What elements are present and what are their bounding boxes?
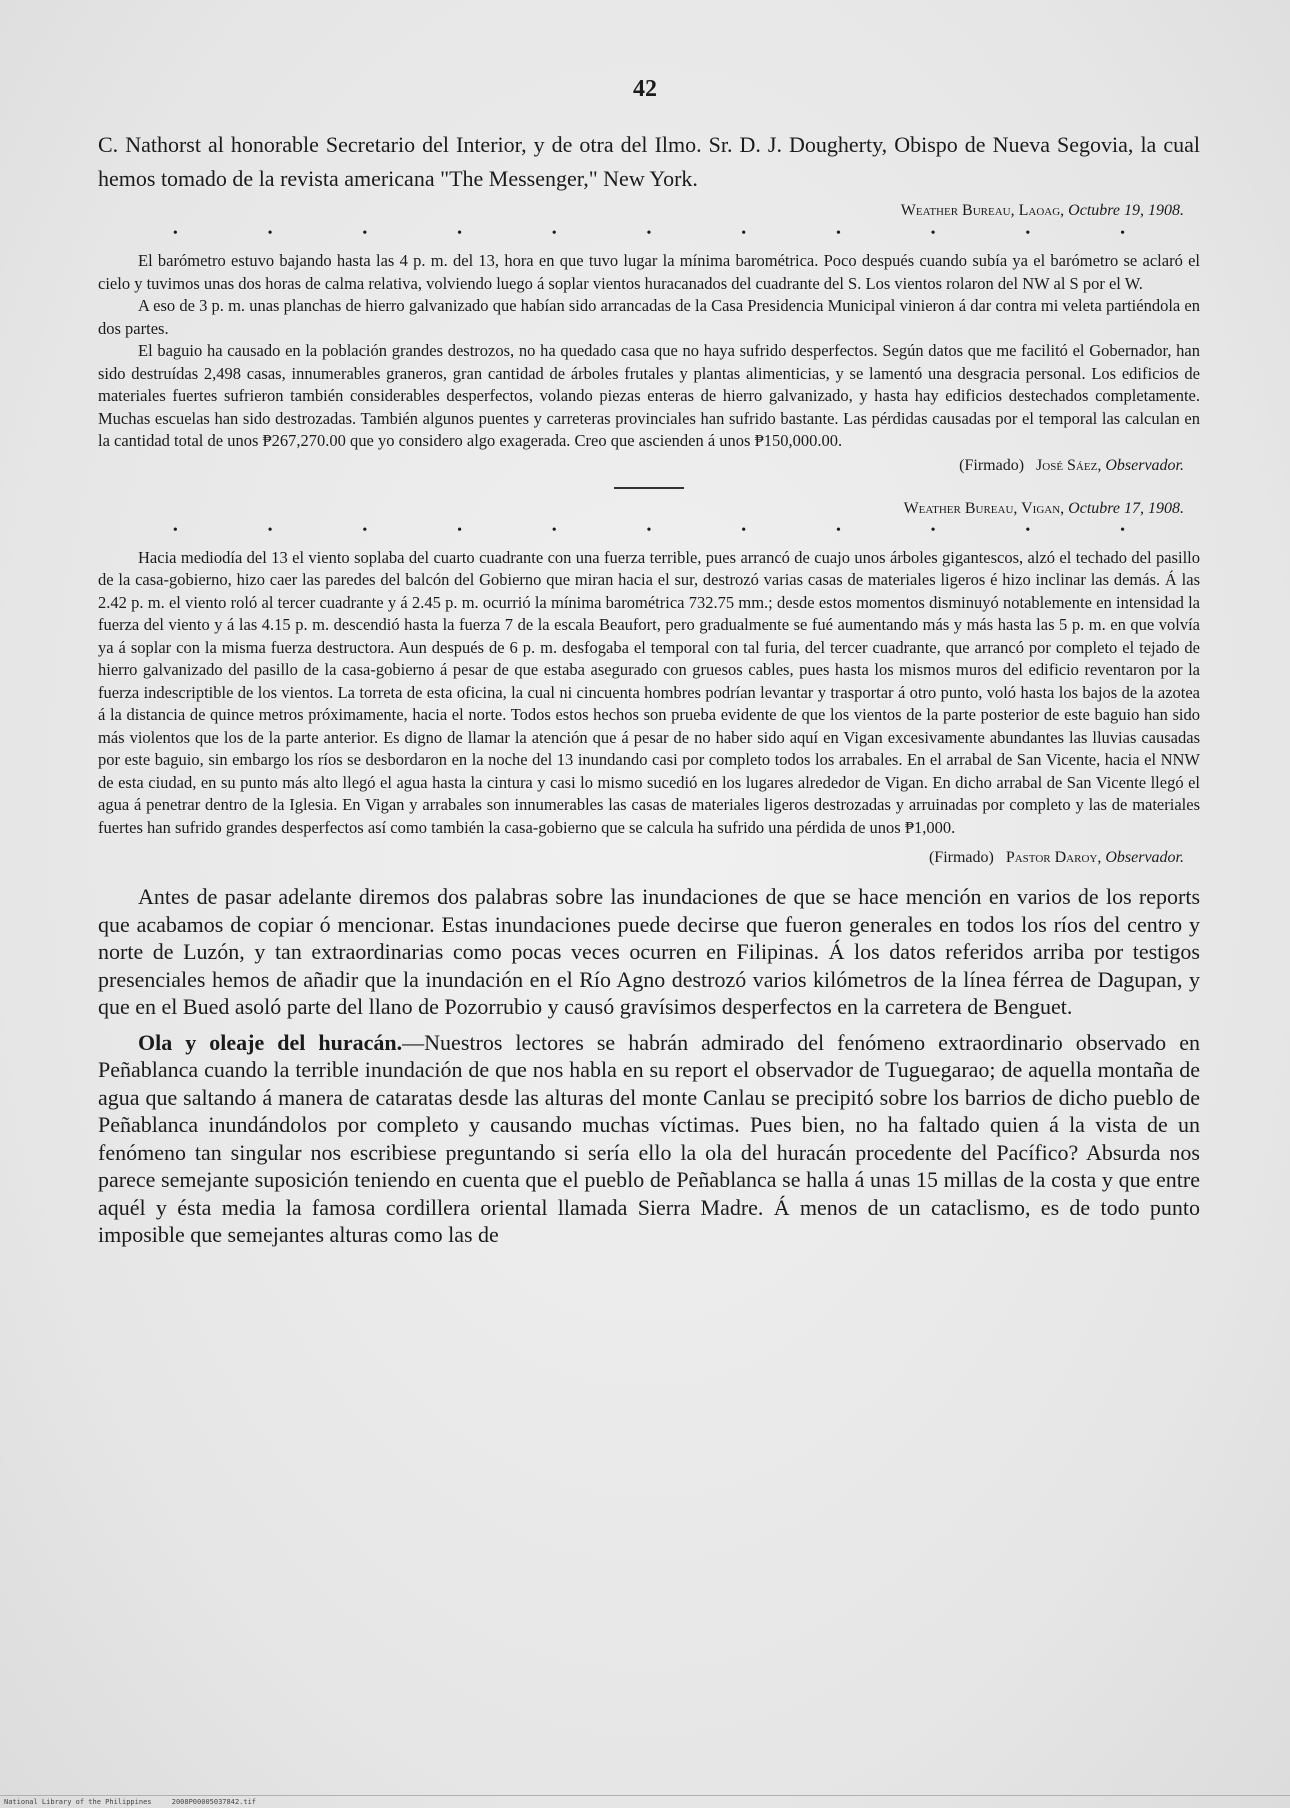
laoag-header-date: Octubre 19, 1908. <box>1068 202 1184 219</box>
main-text <box>98 883 1200 1249</box>
vigan-signed: (Firmado) <box>928 849 994 866</box>
intro-paragraph: C. Nathorst al honorable Secretario del Interior, y de otra del Ilmo. Sr. D. J. Dougherty, Obispo de Nueva Segovia, la cual hemos tomado de la revista americana "The Messenger," New York. <box>98 132 1200 191</box>
laoag-signer: José Sáez, <box>1036 456 1102 474</box>
section-divider <box>614 487 684 489</box>
footer-file: 2008P00005037842.tif <box>171 1798 257 1806</box>
laoag-signature <box>98 453 1200 479</box>
laoag-paragraph-2: A eso de 3 p. m. unas planchas de hierro galvanizado que habían sido arrancadas de la Casa Presidencia Municipal vinieron á dar contra mi veleta partiéndola en dos partes. <box>98 296 1200 338</box>
vigan-header <box>98 497 1200 521</box>
laoag-paragraph-1: El barómetro estuvo bajando hasta las 4 p. m. del 13, hora en que tuvo lugar la mínima barométrica. Poco después cuando subía ya el barómetro se aclaró el cielo y tuvimos unas dos horas de calma relativa, volviendo luego á soplar vientos huracanados del cuadrante del S. Los vientos rolaron del NW al S por el W. <box>98 251 1200 293</box>
floods-paragraph: Antes de pasar adelante diremos dos palabras sobre las inundaciones de que se hace mención en varios de los reports que acabamos de copiar ó mencionar. Estas inundaciones puede decirse que fueron generales en todos los ríos del centro y norte de Luzón, y tan extraordinarias como pocas veces ocurren en Filipinas. Á los datos referidos arriba por testigos presenciales hemos de añadir que la inundación en el Río Agno destrozó varios kilómetros de la línea férrea de Dagupan, y que en el Bued asoló parte del llano de Pozorrubio y causó gravísimos desperfectos en la carretera de Benguet. <box>98 884 1200 1019</box>
ellipsis-dots: • • • • • • • • • • • <box>172 226 1125 241</box>
vigan-header-date: Octubre 17, 1908. <box>1068 499 1184 517</box>
page-number: 42 <box>633 76 657 102</box>
scan-footer <box>4 1798 272 1806</box>
laoag-header-place: Weather Bureau, Laoag, <box>900 202 1065 219</box>
vigan-header-place: Weather Bureau, Vigan, <box>903 499 1065 517</box>
vigan-signer: Pastor Daroy, <box>1005 849 1102 866</box>
document-body <box>98 128 1200 1249</box>
laoag-role: Observador. <box>1105 456 1184 474</box>
section-text: —Nuestros lectores se habrán admirado del fenómeno extraordinario observado en Peñablanca cuando la terrible inundación de que nos habla en su report el observador de Tuguegarao; de aquella montaña de agua que saltando á manera de cataratas desde las alturas del monte Canlau se precipitó sobre los barrios de dicho pueblo de Peñablanca inundándolos por completo y causando muchas víctimas. Pues bien, no ha faltado quien á la vista de un fenómeno tan singular nos escribiese preguntando si sería ello la ola del huracán procedente del Pacífico? Absurda nos parece semejante suposición teniendo en cuenta que el pueblo de Peñablanca se halla á unas 15 millas de la costa y que entre aquél y ésta media la famosa cordillera oriental llamada Sierra Madre. Á menos de un cataclismo, es de todo punto imposible que semejantes alturas como las de <box>98 1029 1200 1247</box>
laoag-report <box>98 250 1200 453</box>
laoag-paragraph-3: El baguio ha causado en la población grandes destrozos, no ha quedado casa que no haya sufrido desperfectos. Según datos que me facilitó el Gobernador, han sido destruídas 2,498 casas, innumerables graneros, gran cantidad de árboles frutales y plantas alimenticias, y se lamentó una desgracia personal. Los edificios de materiales fuertes sufrieron también considerables desperfectos, volando piezas enteras de hierro galvanizado, y hasta hay edificios destechados completamente. Muchas escuelas han sido destrozadas. También algunos puentes y carreteras provinciales han sufrido bastante. Las pérdidas causadas por el temporal las calculan en la cantidad total de unos ₱267,270.00 que yo considero algo exagerada. Creo que ascienden á unos ₱150,000.00. <box>98 341 1200 450</box>
scan-border <box>0 1795 1290 1796</box>
vigan-report <box>98 547 1200 840</box>
laoag-header <box>98 198 1200 224</box>
footer-library: National Library of the Philippines <box>4 1798 152 1806</box>
ellipsis-dots: • • • • • • • • • • • <box>172 522 1125 538</box>
section-title: Ola y oleaje del huracán. <box>138 1029 403 1055</box>
vigan-paragraph-1: Hacia mediodía del 13 el viento soplaba del cuarto cuadrante con una fuerza terrible, pues arrancó de cuajo unos árboles gigantescos, alzó el techado del pasillo de la casa-gobierno, hizo caer las paredes del balcón del Gobierno que miran hacia el sur, destrozó varias casas de materiales ligeros é hizo inclinar las demás. Á las 2.42 p. m. el viento roló al tercer cuadrante y á 2.45 p. m. ocurrió la mínima barométrica 732.75 mm.; desde estos momentos disminuyó notablemente en intensidad la fuerza del viento y á las 4.15 p. m. descendió hasta la fuerza 7 de la escala Beaufort, pero gradualmente se fué aumentando más y más hasta las 5 p. m. en que volvía ya á soplar con la misma fuerza destructora. Aun después de 6 p. m. desfogaba el temporal con tal furia, del tercer cuadrante, que arrancó por completo el tejado de hierro galvanizado del pasillo de la casa-gobierno á pesar de que estaba asegurado con gruesos cables, pues hasta los mismos muros del edificio reventaron por la fuerza indescriptible de los vientos. La torreta de esta oficina, la cual ni cincuenta hombres podrían levantar y trasportar á otro punto, voló hasta los bajos de la azotea á la distancia de quince metros próximamente, hacia el norte. Todos estos hechos son prueba evidente de que los vientos de la parte posterior de este baguio han sido más violentos que los de la parte anterior. Es digno de llamar la atención que á pesar de no haber sido aquí en Vigan excesivamente abundantes las lluvias causadas por este baguio, sin embargo los ríos se desbordaron en la noche del 13 inundando casi por completo todos los arrabales. En el arrabal de San Vicente, hacia el NNW de esta ciudad, en su punto más alto llegó el agua hasta la cintura y casi lo mismo sucedió en los lugares alrededor de Vigan. En dicho arrabal de San Vicente llegó el agua á penetrar dentro de la Iglesia. En Vigan y arrabales son innumerables las casas de materiales ligeros destrozadas y arruinadas por completo y las de materiales fuertes han sufrido grandes desperfectos así como también la casa-gobierno que se calcula ha sufrido una pérdida de unos ₱1,000. <box>98 547 1200 837</box>
vigan-role: Observador. <box>1105 849 1184 866</box>
laoag-signed: (Firmado) <box>959 456 1025 474</box>
vigan-signature <box>98 845 1200 871</box>
hurricane-wave-paragraph <box>98 1029 1200 1249</box>
